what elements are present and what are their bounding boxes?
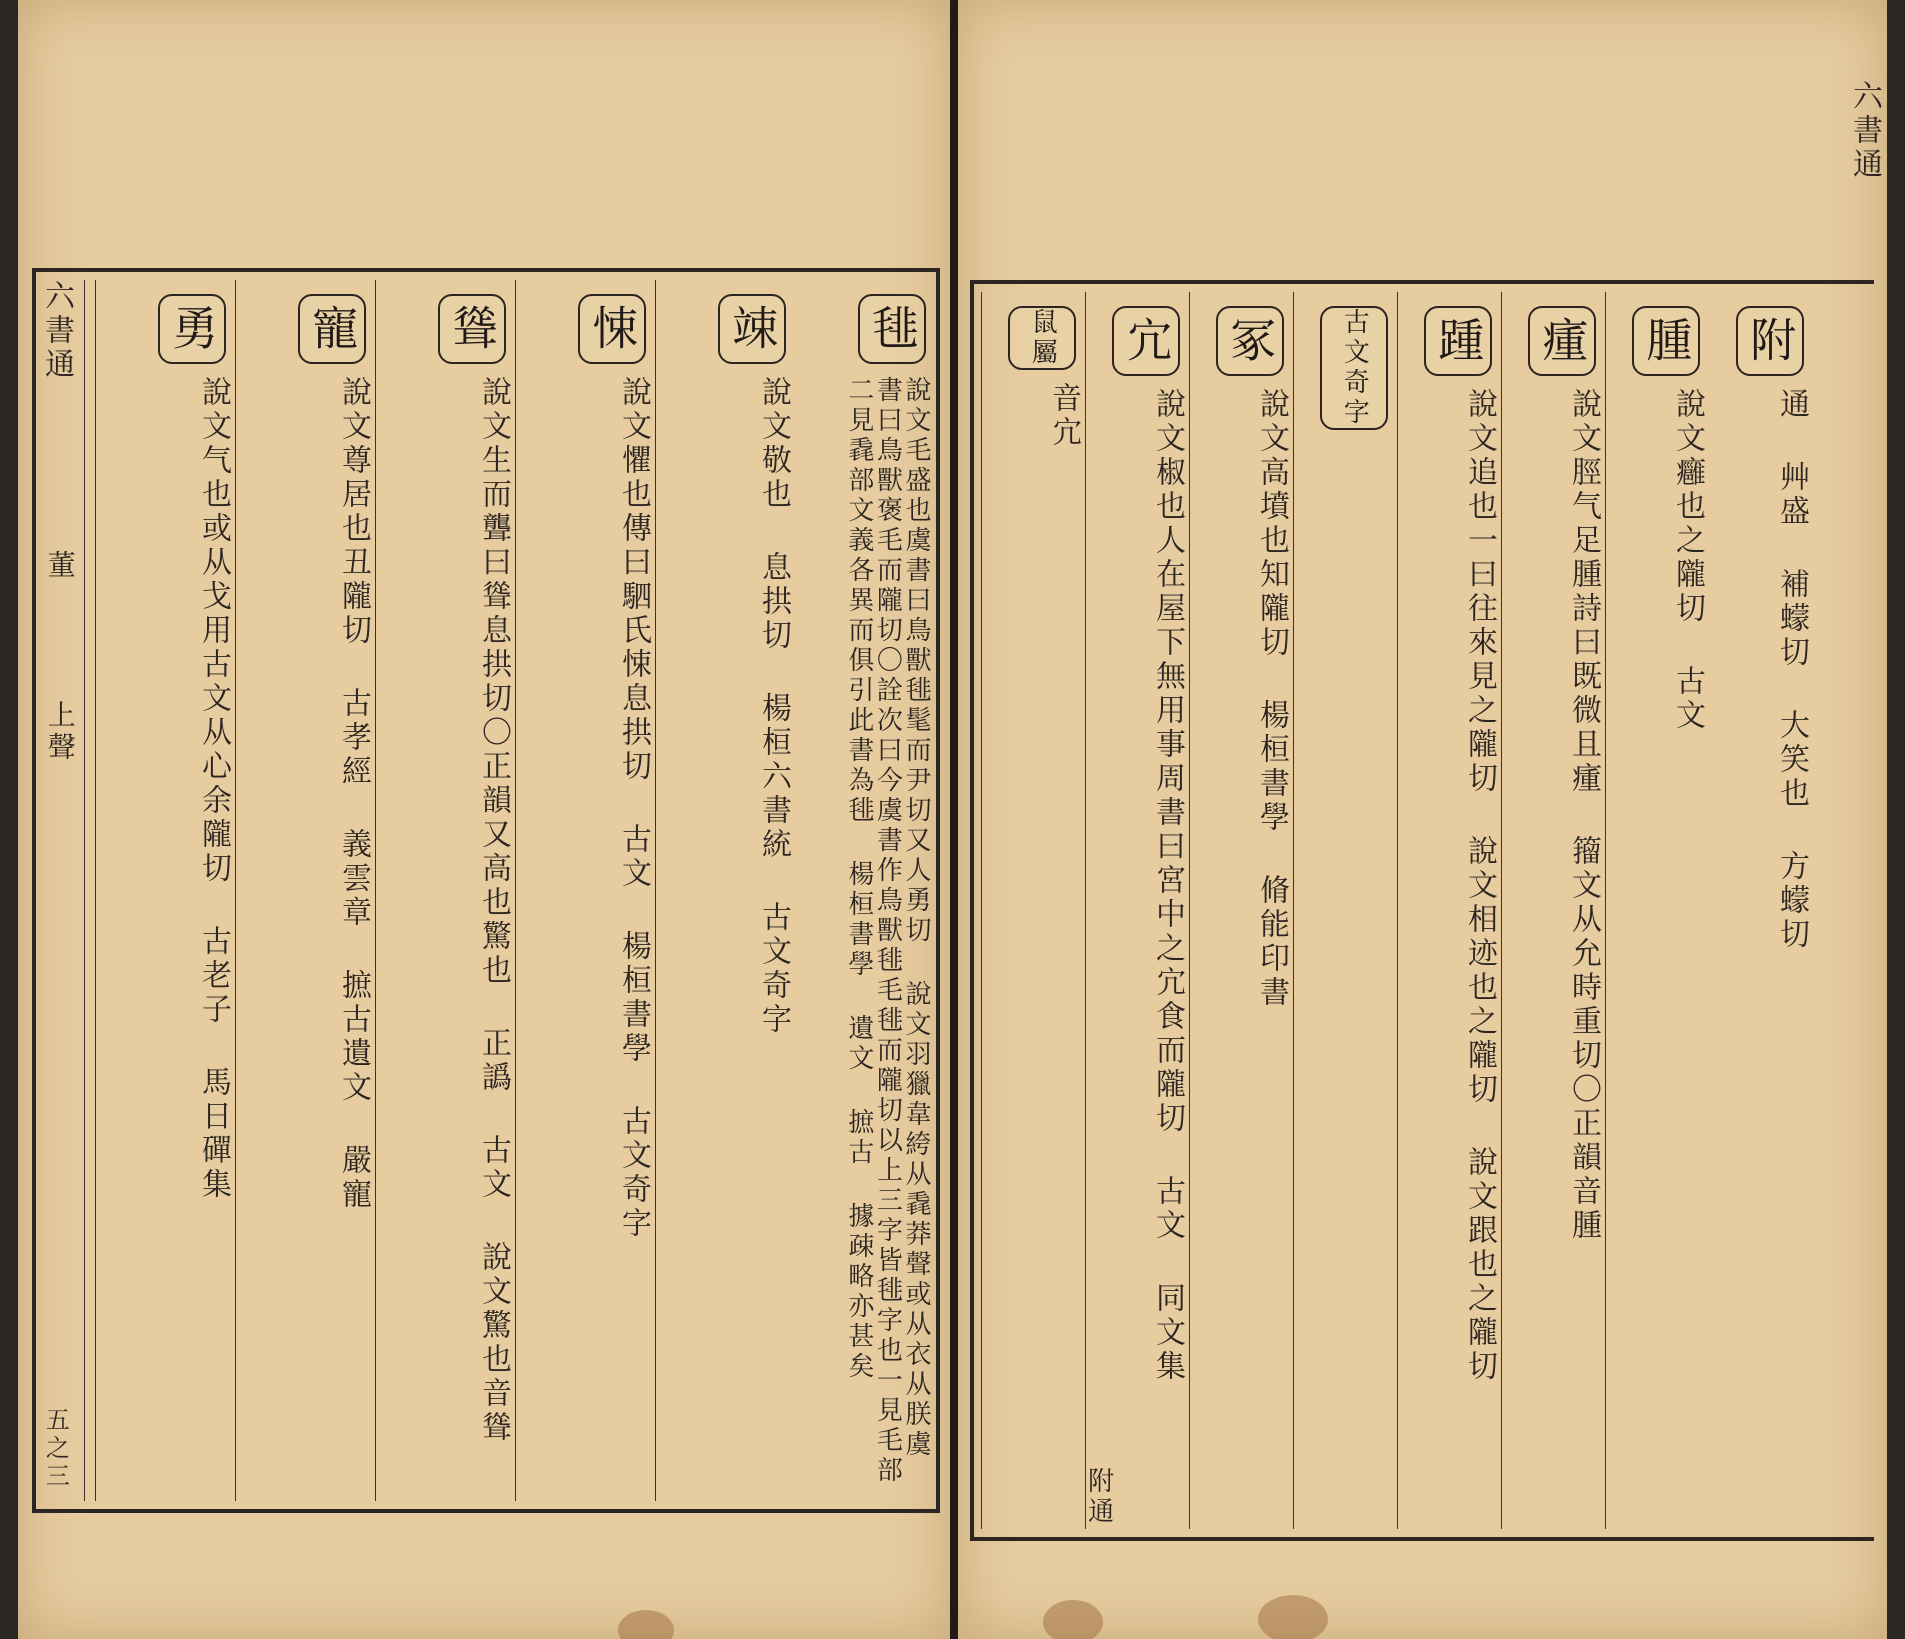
right-columns [974,284,1814,1537]
bottom-tag: 附通 [1083,1467,1114,1527]
left-border-frame [32,268,940,1513]
left-column-head: 勇 [158,294,226,364]
left-column-head: 聳 [438,294,506,364]
right-column-head: 宂 [1112,306,1180,376]
left-column-4 [235,280,376,1501]
right-column-text: 說文椒也人在屋下無用事周書曰宮中之宂食而隴切 古文 同文集 [1150,388,1185,1384]
right-column-text: 音宂 [1046,382,1081,450]
left-column-head: 悚 [578,294,646,364]
running-head: 六書通 [1847,80,1882,182]
right-column-1 [1605,292,1710,1529]
left-column-text: 說文生而聾曰聳息拱切〇正韻又高也驚也 正譌 古文 說文驚也音聳 [476,376,511,1445]
right-column-text: 說文追也一曰往來見之隴切 說文相迹也之隴切 說文跟也之隴切 [1462,388,1497,1384]
section-label: 上聲 [43,700,77,764]
right-column-4 [1293,292,1398,1529]
right-column-head: 冢 [1216,306,1284,376]
right-column-7 [981,292,1086,1529]
right-column-0 [1710,292,1814,1529]
right-column-text: 通 艸盛 補蠓切 大笑也 方蠓切 [1774,388,1809,952]
book-gutter [950,0,958,1639]
left-margin-column [36,280,85,1501]
left-column-2 [515,280,656,1501]
right-column-head: 古文奇字 [1320,306,1388,430]
right-column-text: 說文脛气足腫詩曰既微且瘇 籀文从允時重切〇正韻音腫 [1566,388,1601,1243]
right-column-text: 說文癰也之隴切 古文 [1670,388,1705,733]
right-column-head: 附 [1736,306,1804,376]
volume-label: 董 [43,550,77,582]
left-columns [86,272,936,1509]
right-column-6 [1085,292,1190,1529]
left-column-5 [95,280,236,1501]
right-column-head: 腫 [1632,306,1700,376]
left-column-1 [655,280,796,1501]
right-page [958,0,1887,1639]
left-column-text: 說文毛盛也虞書曰鳥獸毴髦而尹切又人勇切 說文羽獵韋絝从毳莽聲或从衣从朕虞書曰鳥獸褒毛而隴切〇詮次曰今虞書作鳥獸毴毛毴而隴切以上三字皆毴字也一見毛部二見毳部文義各異而俱引此書為毴 楊桓書學 遺文 摭古 據疎略亦甚矣 [843,376,931,1486]
right-border-frame [970,280,1874,1541]
right-column-head: 瘇 [1528,306,1596,376]
left-column-text: 說文敬也 息拱切 楊桓六書統 古文奇字 [756,376,791,1037]
left-column-3 [375,280,516,1501]
right-column-2 [1501,292,1606,1529]
left-column-text: 說文气也或从戈用古文从心余隴切 古老子 馬日磾集 [196,376,231,1202]
book-title: 六書通 [39,280,74,382]
right-column-5 [1189,292,1294,1529]
left-column-head: 竦 [718,294,786,364]
right-column-head: 踵 [1424,306,1492,376]
left-column-text: 說文尊居也丑隴切 古孝經 義雲章 摭古遺文 嚴寵 [336,376,371,1212]
page-number: 五之三 [41,1407,70,1491]
left-column-head: 寵 [298,294,366,364]
right-column-3 [1397,292,1502,1529]
right-column-head: 鼠屬 [1008,306,1076,370]
left-column-head: 毴 [858,294,926,364]
left-column-text: 說文懼也傳曰駟氏悚息拱切 古文 楊桓書學 古文奇字 [616,376,651,1241]
right-column-text: 說文高墳也知隴切 楊桓書學 脩能印書 [1254,388,1289,1010]
left-page [18,0,950,1639]
left-column-0 [796,280,936,1501]
